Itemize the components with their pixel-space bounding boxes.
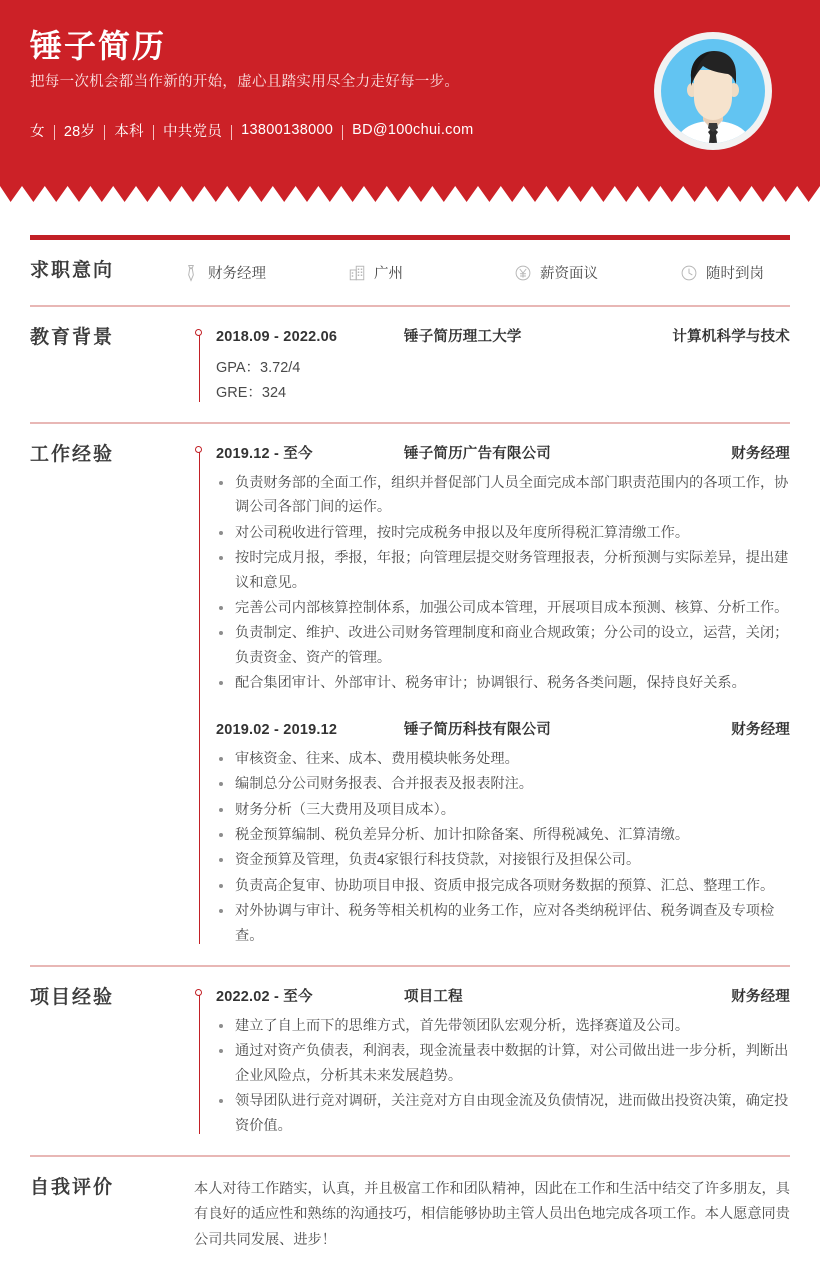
header-text-block: [30, 26, 590, 141]
section-label-job-intent: 求职意向: [30, 260, 115, 281]
self-evaluation-text: 本人对待工作踏实，认真，并且极富工作和团队精神，因此在工作和生活中结交了许多朋友，具有良好的适应性和熟练的沟通技巧，相信能够协助主管人员出色地完成各项工作。本人愿意同贵公司共同发展、进步！: [194, 1181, 790, 1248]
timeline-dot-icon: [195, 446, 202, 453]
basic-age: 28岁: [63, 123, 96, 140]
basics-separator: [231, 125, 232, 140]
project-timeline: [194, 985, 790, 1138]
basic-email: BD@100chui.com: [352, 122, 474, 139]
zigzag-edge-icon: [0, 185, 820, 202]
candidate-motto: 把每一次机会都当作新的开始，虚心且踏实用尽全力走好每一步。: [30, 74, 460, 90]
work-duties-list: [216, 747, 790, 948]
list-item: 编制总分公司财务报表、合并报表及报表附注。: [216, 772, 790, 796]
project-role: 财务经理: [731, 989, 790, 1006]
list-item: 对外协调与审计、税务等相关机构的业务工作，应对各类纳税评估、税务调查及专项检查。: [216, 899, 790, 948]
list-item: 完善公司内部核算控制体系，加强公司成本管理，开展项目成本预测、核算、分析工作。: [216, 596, 790, 620]
work-role: 财务经理: [731, 721, 790, 738]
basics-separator: [153, 125, 154, 140]
intent-position-label: 财务经理: [208, 266, 266, 282]
avatar: [654, 32, 772, 150]
intent-item-city: [348, 262, 514, 283]
list-item: 通过对资产负债表，利润表，现金流量表中数据的计算，对公司做出进一步分析，判断出企业风险点，分析其未来发展趋势。: [216, 1039, 790, 1088]
list-item: 按时完成月报，季报，年报；向管理层提交财务管理报表，分析预测与实际差异，提出建议和意见。: [216, 546, 790, 595]
intent-availability-label: 随时到岗: [706, 266, 764, 282]
list-item: 负责财务部的全面工作，组织并督促部门人员全面完成本部门职责范围内的各项工作，协调公司各部门间的运作。: [216, 471, 790, 520]
timeline-dot-icon: [195, 329, 202, 336]
education-date: 2018.09 - 2022.06: [216, 329, 338, 345]
list-item: 对公司税收进行管理，按时完成税务申报以及年度所得税汇算清缴工作。: [216, 521, 790, 545]
education-major: 计算机科学与技术: [672, 329, 790, 345]
list-item: 税金预算编制、税负差异分析、加计扣除备案、所得税减免、汇算清缴。: [216, 823, 790, 847]
intent-city-label: 广州: [374, 266, 403, 282]
education-gpa: GPA：3.72/4: [216, 360, 301, 376]
basic-gender: 女: [30, 123, 45, 140]
basic-political-status: 中共党员: [162, 123, 223, 140]
basics-separator: [342, 125, 343, 140]
section-education: [30, 307, 790, 422]
section-job-intent: [30, 240, 790, 305]
education-details: [216, 354, 790, 406]
list-item: 财务分析（三大费用及项目成本）。: [216, 798, 790, 822]
project-name: 项目工程: [404, 989, 463, 1006]
basics-separator: [54, 125, 55, 140]
work-timeline: [194, 442, 790, 948]
list-item: 负责制定、维护、改进公司财务管理制度和商业合规政策；分公司的设立，运营，关闭；负责资金、资产的管理。: [216, 621, 790, 670]
yen-circle-icon: [514, 264, 532, 282]
work-date: 2019.02 - 2019.12: [216, 721, 338, 738]
list-item: 领导团队进行竞对调研，关注竞对方自由现金流及负债情况，进而做出投资决策，确定投资价值。: [216, 1089, 790, 1138]
education-entry-head: [216, 325, 790, 346]
intent-salary-label: 薪资面议: [540, 266, 598, 282]
section-label-project-experience: 项目经验: [30, 987, 115, 1009]
timeline-dot-icon: [195, 989, 202, 996]
job-intent-row: [182, 258, 790, 289]
necktie-icon: [182, 264, 200, 282]
basics-separator: [104, 125, 105, 140]
project-entry-head: [216, 985, 790, 1006]
work-entry-head: [216, 442, 790, 463]
candidate-basics: [30, 120, 590, 141]
work-entry: [216, 442, 790, 696]
section-self-evaluation: [30, 1157, 790, 1269]
section-label-work-experience: 工作经验: [30, 443, 115, 465]
section-label-self-evaluation: 自我评价: [30, 1177, 115, 1199]
section-project-experience: [30, 967, 790, 1155]
project-entry: [216, 985, 790, 1138]
list-item: 负责高企复审、协助项目申报、资质申报完成各项财务数据的预算、汇总、整理工作。: [216, 874, 790, 898]
work-date: 2019.12 - 至今: [216, 445, 313, 462]
section-label-education: 教育背景: [30, 327, 115, 348]
building-icon: [348, 264, 366, 282]
list-item: 配合集团审计、外部审计、税务审计；协调银行、税务各类问题，保持良好关系。: [216, 671, 790, 695]
education-gre: GRE：324: [216, 384, 287, 401]
intent-item-availability: [680, 262, 820, 283]
list-item: 审核资金、往来、成本、费用模块帐务处理。: [216, 747, 790, 771]
intent-item-salary: [514, 262, 680, 283]
education-entry: [216, 325, 790, 406]
candidate-name: 锤子简历: [30, 28, 167, 64]
resume-header: [0, 0, 820, 186]
male-avatar-illustration: [654, 32, 772, 150]
intent-item-position: [182, 262, 348, 283]
basic-phone: 13800138000: [241, 122, 334, 139]
work-entry-head: [216, 718, 790, 739]
education-timeline: [194, 325, 790, 406]
section-work-experience: [30, 424, 790, 965]
education-school: 锤子简历理工大学: [404, 329, 522, 345]
work-duties-list: [216, 471, 790, 696]
resume-body: [0, 235, 820, 1269]
list-item: 建立了自上而下的思维方式，首先带领团队宏观分析，选择赛道及公司。: [216, 1014, 790, 1038]
work-company: 锤子简历科技有限公司: [404, 721, 551, 738]
project-date: 2022.02 - 至今: [216, 989, 313, 1006]
list-item: 资金预算及管理，负责4家银行科技贷款，对接银行及担保公司。: [216, 848, 790, 872]
basic-degree: 本科: [114, 123, 144, 140]
project-duties-list: [216, 1014, 790, 1138]
work-company: 锤子简历广告有限公司: [404, 445, 551, 462]
work-entry: [216, 718, 790, 948]
work-role: 财务经理: [731, 445, 790, 462]
clock-icon: [680, 264, 698, 282]
